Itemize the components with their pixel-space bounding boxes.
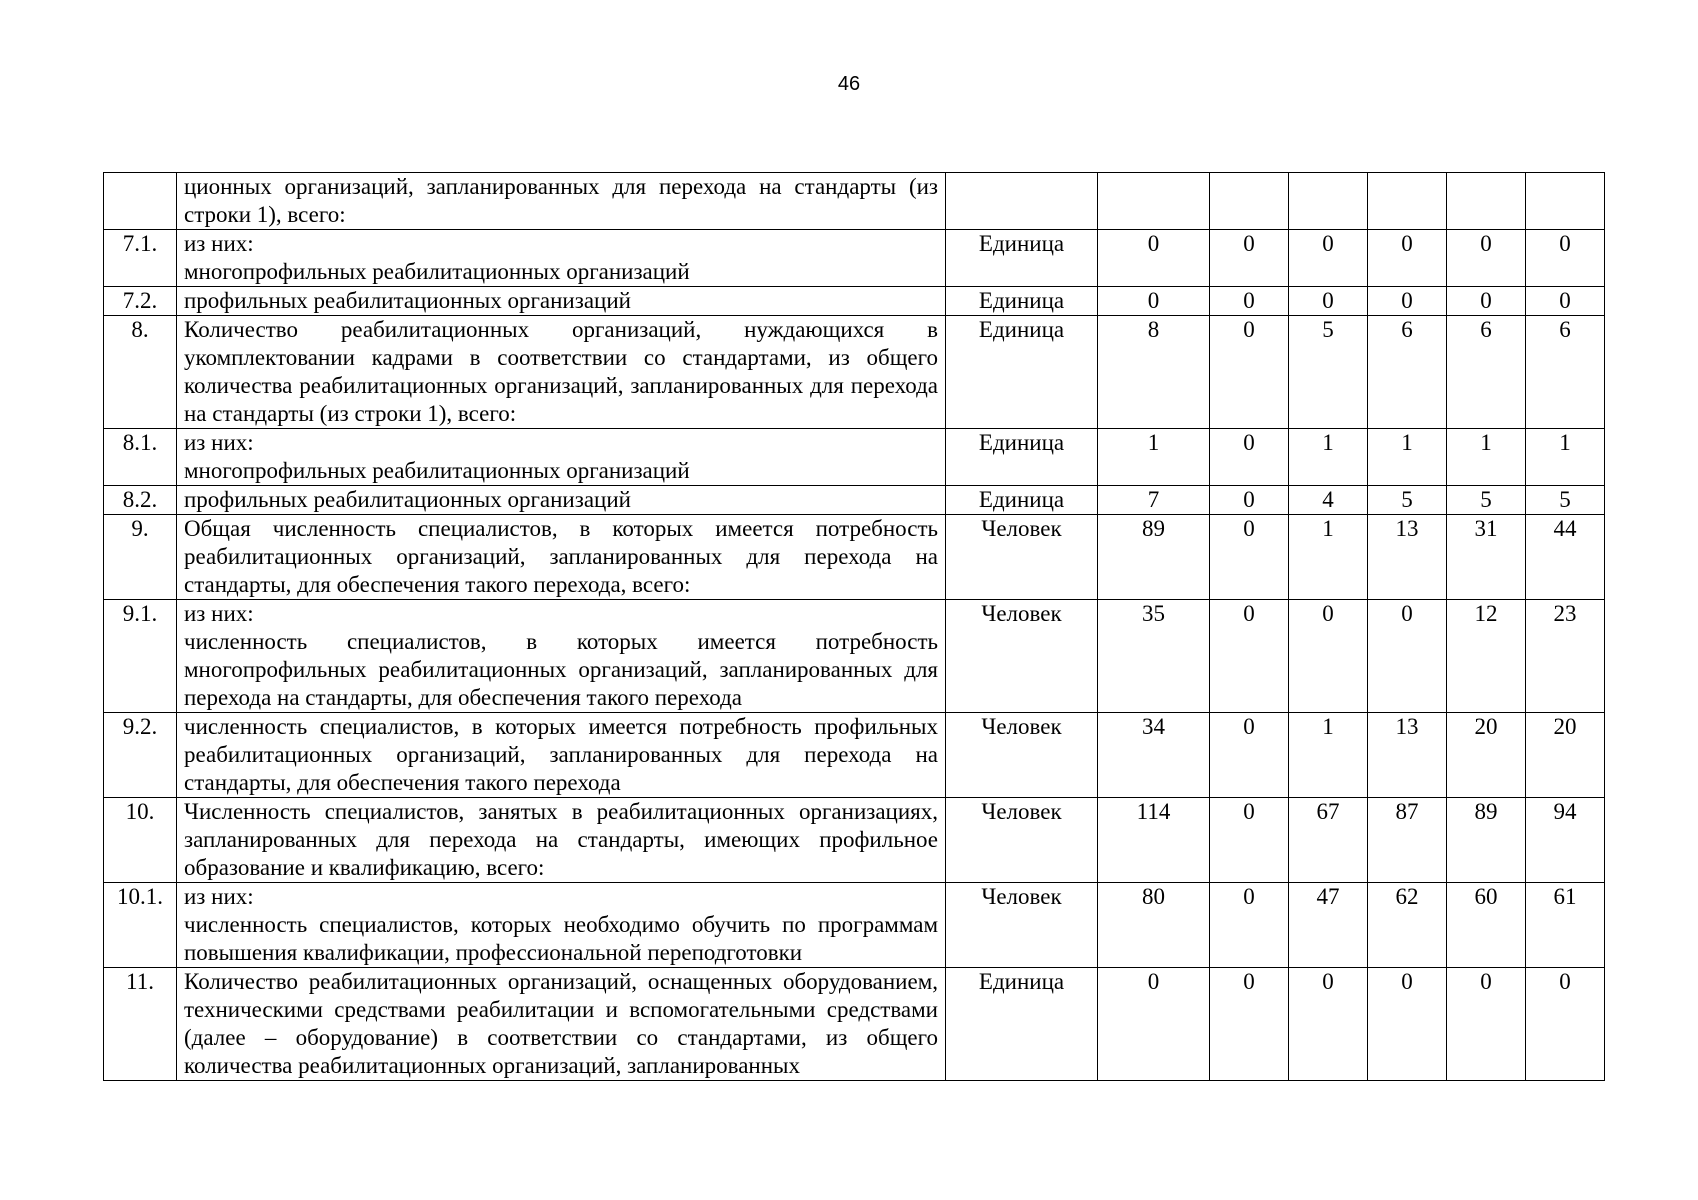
unit-cell: Единица (946, 968, 1098, 1081)
row-number-cell: 11. (104, 968, 177, 1081)
value-cell: 0 (1210, 486, 1289, 515)
value-cell: 89 (1447, 798, 1526, 883)
value-cell: 5 (1447, 486, 1526, 515)
value-cell: 0 (1526, 230, 1605, 287)
value-cell: 94 (1526, 798, 1605, 883)
value-cell: 0 (1210, 429, 1289, 486)
indicator-description-cell (177, 713, 946, 798)
description-text: из них: (184, 430, 254, 455)
value-cell: 6 (1368, 316, 1447, 429)
unit-cell: Единица (946, 486, 1098, 515)
value-cell: 0 (1098, 968, 1210, 1081)
value-cell: 61 (1526, 883, 1605, 968)
value-cell: 87 (1368, 798, 1447, 883)
description-text: ционных организаций, запланированных для перехода на стандарты (из строки 1), всего: (184, 174, 938, 227)
row-number-cell (104, 173, 177, 230)
description-text: из них: (184, 601, 254, 626)
value-cell (1368, 173, 1447, 230)
unit-cell: Человек (946, 600, 1098, 713)
unit-cell: Единица (946, 316, 1098, 429)
value-cell: 20 (1447, 713, 1526, 798)
value-cell: 0 (1368, 230, 1447, 287)
description-text: численность специалистов, которых необходимо обучить по программам повышения квалификации, профессиональной переподготовки (184, 912, 938, 965)
value-cell (1098, 173, 1210, 230)
value-cell: 5 (1289, 316, 1368, 429)
value-cell: 1 (1098, 429, 1210, 486)
indicator-description-cell (177, 968, 946, 1081)
value-cell: 0 (1210, 798, 1289, 883)
value-cell: 20 (1526, 713, 1605, 798)
value-cell: 0 (1098, 287, 1210, 316)
value-cell: 0 (1368, 968, 1447, 1081)
row-number-cell: 8.1. (104, 429, 177, 486)
indicator-description-cell (177, 173, 946, 230)
value-cell: 1 (1289, 515, 1368, 600)
description-text: профильных реабилитационных организаций (184, 487, 631, 512)
value-cell: 5 (1368, 486, 1447, 515)
value-cell: 35 (1098, 600, 1210, 713)
value-cell: 1 (1526, 429, 1605, 486)
value-cell: 31 (1447, 515, 1526, 600)
indicator-description-cell (177, 287, 946, 316)
value-cell: 6 (1447, 316, 1526, 429)
description-text: профильных реабилитационных организаций (184, 288, 631, 313)
value-cell (1447, 173, 1526, 230)
table-row (104, 429, 1605, 486)
value-cell (1289, 173, 1368, 230)
description-text: из них: (184, 884, 254, 909)
value-cell: 0 (1447, 968, 1526, 1081)
value-cell: 0 (1210, 600, 1289, 713)
description-text: численность специалистов, в которых имеется потребность многопрофильных реабилитационных организаций, запланированных для перехода на стандарты, для обеспечения такого перехода (184, 629, 938, 710)
description-text: из них: (184, 231, 254, 256)
unit-cell: Единица (946, 429, 1098, 486)
value-cell: 1 (1447, 429, 1526, 486)
indicator-description-cell (177, 883, 946, 968)
row-number-cell: 10.1. (104, 883, 177, 968)
value-cell: 0 (1447, 287, 1526, 316)
description-text: Количество реабилитационных организаций, нуждающихся в укомплектовании кадрами в соответствии со стандартами, из общего количества реабилитационных организаций, запланированных для перехода на стандарты (из строки 1), всего: (184, 317, 938, 426)
indicator-description-cell (177, 798, 946, 883)
value-cell: 1 (1368, 429, 1447, 486)
value-cell: 1 (1289, 713, 1368, 798)
data-table (103, 172, 1605, 1081)
table-row (104, 287, 1605, 316)
indicator-description-cell (177, 429, 946, 486)
value-cell: 13 (1368, 515, 1447, 600)
indicator-description-cell (177, 600, 946, 713)
value-cell: 12 (1447, 600, 1526, 713)
value-cell: 0 (1289, 287, 1368, 316)
row-number-cell: 9.2. (104, 713, 177, 798)
unit-cell: Человек (946, 713, 1098, 798)
table-row (104, 316, 1605, 429)
description-text: численность специалистов, в которых имеется потребность профильных реабилитационных организаций, запланированных для перехода на стандарты, для обеспечения такого перехода (184, 714, 938, 795)
indicator-description-cell (177, 316, 946, 429)
value-cell: 0 (1210, 713, 1289, 798)
value-cell: 67 (1289, 798, 1368, 883)
value-cell: 8 (1098, 316, 1210, 429)
table-row (104, 798, 1605, 883)
value-cell: 5 (1526, 486, 1605, 515)
description-text: Численность специалистов, занятых в реабилитационных организациях, запланированных для перехода на стандарты, имеющих профильное образование и квалификацию, всего: (184, 799, 938, 880)
value-cell: 4 (1289, 486, 1368, 515)
value-cell: 13 (1368, 713, 1447, 798)
row-number-cell: 8. (104, 316, 177, 429)
unit-cell (946, 173, 1098, 230)
description-text: Количество реабилитационных организаций, оснащенных оборудованием, техническими средствами реабилитации и вспомогательными средствами (далее – оборудование) в соответствии со стандартами, из общего количества реабилитационных организаций, запланированных (184, 969, 938, 1078)
value-cell: 7 (1098, 486, 1210, 515)
table-row (104, 883, 1605, 968)
value-cell: 0 (1526, 287, 1605, 316)
unit-cell: Единица (946, 287, 1098, 316)
row-number-cell: 9.1. (104, 600, 177, 713)
value-cell (1526, 173, 1605, 230)
table-row (104, 515, 1605, 600)
table-row (104, 713, 1605, 798)
value-cell: 0 (1210, 287, 1289, 316)
value-cell: 0 (1289, 230, 1368, 287)
value-cell: 0 (1447, 230, 1526, 287)
value-cell: 114 (1098, 798, 1210, 883)
page-number: 46 (837, 73, 861, 95)
row-number-cell: 10. (104, 798, 177, 883)
value-cell: 47 (1289, 883, 1368, 968)
indicator-description-cell (177, 486, 946, 515)
table-body (104, 173, 1605, 1081)
value-cell: 60 (1447, 883, 1526, 968)
value-cell: 0 (1526, 968, 1605, 1081)
value-cell: 0 (1289, 968, 1368, 1081)
unit-cell: Человек (946, 798, 1098, 883)
value-cell (1210, 173, 1289, 230)
indicator-description-cell (177, 515, 946, 600)
table-row (104, 968, 1605, 1081)
value-cell: 0 (1289, 600, 1368, 713)
value-cell: 6 (1526, 316, 1605, 429)
description-text: многопрофильных реабилитационных организаций (184, 458, 690, 483)
value-cell: 1 (1289, 429, 1368, 486)
value-cell: 62 (1368, 883, 1447, 968)
row-number-cell: 8.2. (104, 486, 177, 515)
table-row (104, 486, 1605, 515)
indicator-description-cell (177, 230, 946, 287)
value-cell: 0 (1210, 883, 1289, 968)
value-cell: 0 (1098, 230, 1210, 287)
unit-cell: Человек (946, 515, 1098, 600)
value-cell: 44 (1526, 515, 1605, 600)
value-cell: 89 (1098, 515, 1210, 600)
description-text: многопрофильных реабилитационных организаций (184, 259, 690, 284)
value-cell: 0 (1368, 287, 1447, 316)
row-number-cell: 9. (104, 515, 177, 600)
row-number-cell: 7.1. (104, 230, 177, 287)
value-cell: 0 (1210, 316, 1289, 429)
value-cell: 0 (1210, 230, 1289, 287)
row-number-cell: 7.2. (104, 287, 177, 316)
value-cell: 0 (1210, 968, 1289, 1081)
value-cell: 0 (1210, 515, 1289, 600)
unit-cell: Человек (946, 883, 1098, 968)
description-text: Общая численность специалистов, в которых имеется потребность реабилитационных организаций, запланированных для перехода на стандарты, для обеспечения такого перехода, всего: (184, 516, 938, 597)
unit-cell: Единица (946, 230, 1098, 287)
value-cell: 80 (1098, 883, 1210, 968)
value-cell: 34 (1098, 713, 1210, 798)
value-cell: 23 (1526, 600, 1605, 713)
table-row (104, 600, 1605, 713)
value-cell: 0 (1368, 600, 1447, 713)
table-row (104, 173, 1605, 230)
table-row (104, 230, 1605, 287)
